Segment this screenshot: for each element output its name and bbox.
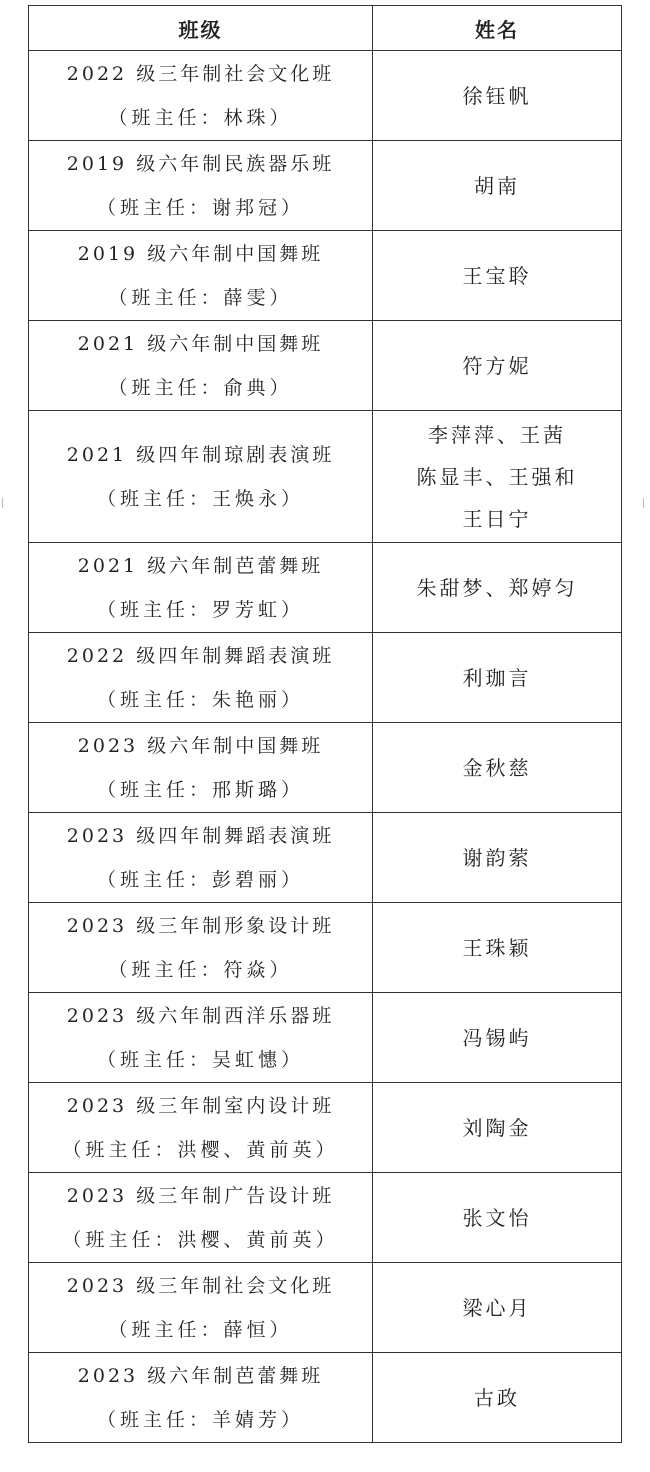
class-cell (29, 1263, 373, 1353)
student-name: 李萍萍、王茜 (428, 422, 566, 447)
class-teacher: （班主任：罗芳虹） (96, 598, 304, 621)
student-name: 谢韵萦 (462, 845, 532, 870)
class-title: 2021 级四年制琼剧表演班 (66, 443, 335, 466)
class-title: 2022 级四年制舞蹈表演班 (66, 644, 335, 667)
student-name: 利珈言 (462, 665, 532, 690)
student-name: 王珠颖 (462, 935, 532, 960)
header-class: 班级 (29, 6, 373, 51)
student-name: 王宝聆 (462, 263, 532, 288)
class-title: 2023 级四年制舞蹈表演班 (66, 824, 335, 847)
table-row (29, 1263, 622, 1353)
name-cell (373, 1173, 622, 1263)
class-cell (29, 903, 373, 993)
class-name-table (28, 5, 622, 1443)
right-edge-mark (643, 498, 648, 508)
class-cell (29, 993, 373, 1083)
name-cell (373, 993, 622, 1083)
student-name: 刘陶金 (462, 1115, 532, 1140)
table-row (29, 723, 622, 813)
name-cell (373, 1263, 622, 1353)
name-cell (373, 543, 622, 633)
class-teacher: （班主任：薛雯） (108, 286, 293, 309)
class-title: 2021 级六年制中国舞班 (77, 332, 324, 355)
class-cell (29, 633, 373, 723)
name-cell (373, 411, 622, 543)
name-cell (373, 141, 622, 231)
class-teacher: （班主任：薛恒） (108, 1318, 293, 1341)
header-name: 姓名 (373, 6, 622, 51)
name-cell (373, 321, 622, 411)
table-row (29, 321, 622, 411)
class-teacher: （班主任：俞典） (108, 376, 293, 399)
class-cell (29, 1353, 373, 1443)
student-name: 古政 (474, 1385, 520, 1410)
class-cell (29, 723, 373, 813)
class-title: 2023 级六年制中国舞班 (77, 734, 324, 757)
student-name: 朱甜梦、郑婷匀 (416, 575, 578, 600)
name-cell (373, 231, 622, 321)
table-row (29, 1173, 622, 1263)
table-row (29, 51, 622, 141)
class-cell (29, 141, 373, 231)
class-title: 2023 级六年制芭蕾舞班 (77, 1364, 324, 1387)
class-cell (29, 51, 373, 141)
class-cell (29, 1173, 373, 1263)
name-cell (373, 813, 622, 903)
class-cell (29, 1083, 373, 1173)
class-cell (29, 813, 373, 903)
class-title: 2021 级六年制芭蕾舞班 (77, 554, 324, 577)
table-row (29, 231, 622, 321)
table-row (29, 813, 622, 903)
name-cell (373, 1353, 622, 1443)
class-teacher: （班主任：洪樱、黄前英） (62, 1228, 339, 1251)
table-row (29, 411, 622, 543)
name-cell (373, 633, 622, 723)
table-row (29, 993, 622, 1083)
class-teacher: （班主任：彭碧丽） (96, 868, 304, 891)
class-teacher: （班主任：林珠） (108, 106, 293, 129)
student-name: 梁心月 (462, 1295, 532, 1320)
class-title: 2023 级三年制室内设计班 (66, 1094, 335, 1117)
class-teacher: （班主任：朱艳丽） (96, 688, 304, 711)
class-title: 2023 级三年制形象设计班 (66, 914, 335, 937)
student-name: 胡南 (474, 173, 520, 198)
student-name: 张文怡 (462, 1205, 532, 1230)
class-title: 2023 级三年制广告设计班 (66, 1184, 335, 1207)
class-teacher: （班主任：符焱） (108, 958, 293, 981)
class-teacher: （班主任：谢邦冠） (96, 196, 304, 219)
student-name: 冯锡屿 (462, 1025, 532, 1050)
table-row (29, 1353, 622, 1443)
table-row (29, 141, 622, 231)
table-row (29, 543, 622, 633)
left-edge-mark (2, 498, 7, 508)
class-cell (29, 321, 373, 411)
class-cell (29, 543, 373, 633)
table-body (29, 51, 622, 1443)
name-cell (373, 903, 622, 993)
name-cell (373, 51, 622, 141)
table-row (29, 903, 622, 993)
table-row (29, 1083, 622, 1173)
class-teacher: （班主任：王焕永） (96, 487, 304, 510)
class-teacher: （班主任：吴虹憓） (96, 1048, 304, 1071)
class-title: 2023 级三年制社会文化班 (66, 1274, 335, 1297)
student-name: 陈显丰、王强和 (416, 464, 578, 489)
student-name: 徐钰帆 (462, 83, 532, 108)
student-name: 符方妮 (462, 353, 532, 378)
student-name: 金秋慈 (462, 755, 532, 780)
class-teacher: （班主任：羊婧芳） (96, 1408, 304, 1431)
table-row (29, 633, 622, 723)
class-cell (29, 411, 373, 543)
class-title: 2023 级六年制西洋乐器班 (66, 1004, 335, 1027)
class-cell (29, 231, 373, 321)
student-name: 王日宁 (462, 506, 532, 531)
class-teacher: （班主任：洪樱、黄前英） (62, 1138, 339, 1161)
table-header-row (29, 6, 622, 51)
name-cell (373, 723, 622, 813)
name-cell (373, 1083, 622, 1173)
class-title: 2022 级三年制社会文化班 (66, 62, 335, 85)
class-title: 2019 级六年制中国舞班 (77, 242, 324, 265)
class-title: 2019 级六年制民族器乐班 (66, 152, 335, 175)
class-teacher: （班主任：邢斯璐） (96, 778, 304, 801)
